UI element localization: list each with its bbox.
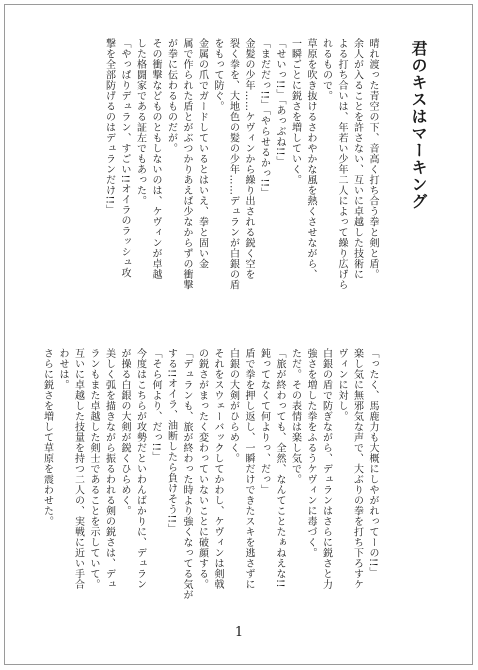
text-line: 裂く拳を、大地色の髪の少年……デュランが白銀の盾 xyxy=(227,38,239,290)
text-line: 「デュランも、旅が終わった時より強くなってる気が xyxy=(181,348,192,600)
text-line: 今度はこちらが攻勢だといわんばかりに、デュラン xyxy=(134,348,146,590)
text-line: 白銀の盾で防ぎながら、デュランはさらに鋭さと力 xyxy=(320,348,332,590)
text-line: 鈍ってなくて何よりっ、だっ」 xyxy=(258,348,270,495)
text-line: 金髪の少年……ケヴィンから繰り出される鋭く空を xyxy=(243,38,254,280)
text-line: した格闘家である証左でもあった。 xyxy=(134,38,146,206)
text-line: ヴィンに対し。 xyxy=(336,348,347,422)
text-line: 金属の爪でガードしているとはいえ、拳と固い金 xyxy=(196,38,208,269)
text-line: 余人が入ることを許さない、互いに卓越した技術に xyxy=(351,38,363,280)
text-line: さらに鋭さを増して草原を震わせた。 xyxy=(41,348,53,527)
story-title: 君のキスはマーキング xyxy=(409,40,428,210)
text-line: その衝撃などものともしないのは、ケヴィンが卓越 xyxy=(150,38,161,280)
text-line: 「ったく、馬鹿力も大概にしやがれってーの!!」 xyxy=(367,348,378,578)
text-line: わせは。 xyxy=(57,348,68,390)
text-line: 「そら何より、だっ!!」 xyxy=(150,348,161,463)
text-line: ただ。その表情は楽し気で。 xyxy=(289,348,301,485)
text-line: 撃を全部防げるのはデュランだけ!!」 xyxy=(103,38,115,216)
page-number: 1 xyxy=(234,625,244,640)
text-line: 美しく弧を描きながら振るわれる剣の鋭さは、デュ xyxy=(103,348,115,590)
text-line: 属で作られた盾とがぶつかりあえば少なからずの衝撃 xyxy=(181,38,192,290)
text-line: 互いに卓越した技量を持つ二人の、実戦に近い手合 xyxy=(72,348,84,590)
lower-text-column xyxy=(40,348,380,612)
upper-text-column xyxy=(40,38,380,302)
text-line: よる打ち合いは、年若い少年二人によって繰り広げら xyxy=(336,38,347,290)
text-line: 白銀の大剣がひらめく。 xyxy=(227,348,239,464)
text-line: が操る白銀の大剣が鋭くひらめく。 xyxy=(119,348,130,516)
text-line: 強さを増した拳をふるうケヴィンに毒づく。 xyxy=(305,348,316,558)
text-line: する!!オイラ、油断したら負けそう!!」 xyxy=(165,348,177,535)
text-line: 晴れ渡った青空の下、音高く打ち合う拳と剣と盾。 xyxy=(367,38,378,280)
text-line: 盾で拳を押し返し、一瞬だけできたスキを逃さずに xyxy=(243,348,254,590)
text-line: れるもので。 xyxy=(320,38,332,101)
text-line: 一瞬ごとに鋭さを増していく。 xyxy=(289,38,301,185)
text-line: 「まだだっ!!」「やらせるかっ!!」 xyxy=(258,38,270,199)
text-line: 「やっぱりデュラン、すごい!!オイラのラッシュ攻 xyxy=(119,38,130,279)
text-line: 楽し気に無邪気な声で、大ぶりの拳を打ち下ろすケ xyxy=(351,348,363,590)
text-line: 「せいっ!!」「あっぶね!!」 xyxy=(274,38,285,167)
text-line: 草原を吹き抜けるさわやかな風を熱くさせながら、 xyxy=(305,38,316,280)
text-line: の鋭さがまったく変わっていないことに破顔する。 xyxy=(196,348,208,590)
text-line: をもって防ぐ。 xyxy=(212,38,223,112)
text-line: ランもまた卓越した剣士であることを示していて。 xyxy=(88,348,99,590)
text-line: が拳に伝わるものだが。 xyxy=(165,38,177,154)
text-line: 「旅が終わっても、全然、なんてことたぁねえな!! xyxy=(274,348,285,589)
text-line: それをスウェーバックしてかわし、ケヴィンは剣戟 xyxy=(212,348,223,590)
